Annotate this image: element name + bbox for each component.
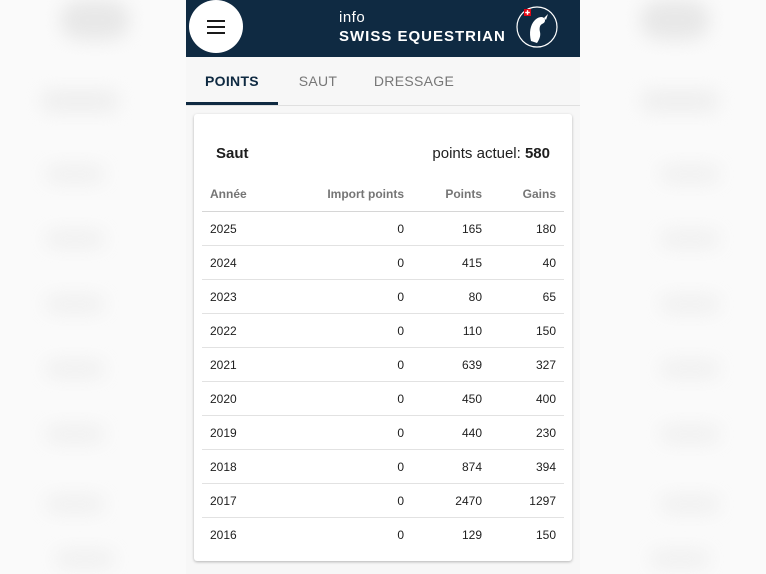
app-header [186,0,580,57]
cell-points: 450 [412,382,490,416]
cell-points: 639 [412,348,490,382]
brand-subtitle: info [339,9,366,26]
cell-gains: 327 [490,348,564,382]
app-viewport [186,0,580,574]
cell-points: 110 [412,314,490,348]
cell-year: 2023 [202,280,288,314]
cell-import-points: 0 [288,212,412,246]
swiss-equestrian-horse-logo-icon[interactable] [515,5,559,49]
blurred-backdrop-left [0,0,186,574]
current-points-label: points actuel: [432,145,521,162]
hamburger-menu-icon [207,20,225,34]
table-row [202,212,564,246]
table-header-row [202,177,564,212]
table-row [202,484,564,518]
tab-points[interactable]: POINTS [205,73,259,89]
cell-gains: 180 [490,212,564,246]
cell-year: 2019 [202,416,288,450]
cell-year: 2021 [202,348,288,382]
cell-points: 440 [412,416,490,450]
cell-import-points: 0 [288,246,412,280]
cell-gains: 150 [490,314,564,348]
column-header-year: Année [202,177,288,212]
cell-import-points: 0 [288,314,412,348]
cell-points: 165 [412,212,490,246]
table-row [202,382,564,416]
cell-gains: 230 [490,416,564,450]
cell-points: 129 [461,527,482,542]
current-points [432,145,550,162]
column-header-import-points: Import points [288,177,412,212]
brand-title[interactable]: SWISS EQUESTRIAN [339,28,506,45]
tab-bar [186,57,580,106]
cell-points: 80 [412,280,490,314]
cell-gains: 40 [490,246,564,280]
column-header-gains: Gains [490,177,564,212]
menu-button[interactable] [189,0,243,53]
cell-gains: 150 [535,527,556,542]
cell-year: 2016 [210,527,237,542]
blurred-backdrop-right [580,0,766,574]
points-table [202,177,564,551]
points-card [194,114,572,561]
table-row [202,314,564,348]
tab-saut[interactable]: SAUT [298,73,338,89]
table-row [202,348,564,382]
cell-import-points: 0 [397,527,404,542]
table-row [202,450,564,484]
cell-year: 2025 [202,212,288,246]
cell-import-points: 0 [288,450,412,484]
cell-points: 874 [412,450,490,484]
card-title: Saut [216,145,249,162]
cell-import-points: 0 [288,280,412,314]
cell-import-points: 0 [288,382,412,416]
cell-year: 2022 [202,314,288,348]
active-tab-indicator [186,102,278,105]
cell-import-points: 0 [288,348,412,382]
cell-year: 2024 [202,246,288,280]
cell-year: 2018 [202,450,288,484]
cell-year: 2020 [202,382,288,416]
tab-dressage[interactable]: DRESSAGE [373,73,455,89]
cell-import-points: 0 [288,484,412,518]
column-header-points: Points [412,177,490,212]
cell-points: 415 [412,246,490,280]
cell-gains: 400 [490,382,564,416]
cell-points: 2470 [412,484,490,518]
cell-gains: 394 [490,450,564,484]
cell-gains: 65 [490,280,564,314]
table-row [202,518,564,552]
table-row [202,246,564,280]
cell-import-points: 0 [288,416,412,450]
cell-gains: 1297 [490,484,564,518]
cell-year: 2017 [202,484,288,518]
current-points-value: 580 [524,145,550,162]
table-row [202,280,564,314]
table-row [202,416,564,450]
